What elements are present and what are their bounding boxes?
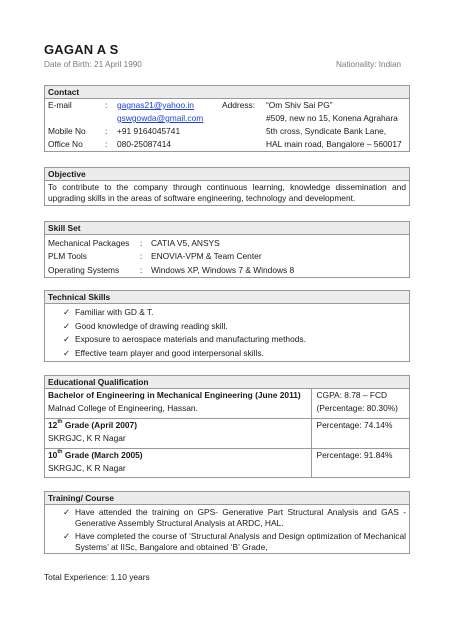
table-cell [311,419,409,449]
training-heading: Training/ Course [45,492,409,505]
table-row [45,389,409,419]
list-item [63,321,409,335]
table-cell [45,419,311,449]
list-item [63,348,409,362]
skill-colon: : [140,251,143,261]
list-item-text: Good knowledge of drawing reading skill. [75,320,228,331]
list-item [63,307,409,321]
date-of-birth: Date of Birth: 21 April 1990 [44,60,142,69]
nationality: Nationality: Indian [336,60,402,69]
email-label: E-mail [48,100,72,110]
degree-title: 10th Grade (March 2005) [48,449,143,460]
table-row [45,449,409,479]
score: Percentage: 91.84% [316,450,393,460]
contact-section [44,85,410,152]
address-line: #509, new no 15, Konena Agrahara [266,113,398,123]
education-section [44,375,410,478]
skill-label: Operating Systems [48,265,120,275]
list-item-text: Exposure to aerospace materials and manufacturing methods. [75,334,306,344]
address-line: “Om Shiv Sai PG” [266,100,333,110]
training-list [45,505,409,552]
email-link-1[interactable]: gagnas21@yahoo.in [117,100,194,110]
score: CGPA: 8.78 – FCD [316,390,388,400]
mobile-label: Mobile No [48,126,86,136]
list-item-text: Effective team player and good interpersonal skills. [75,347,264,358]
office-number: 080-25087414 [117,139,172,149]
training-section [44,491,410,554]
education-table [45,389,409,478]
institution: Malnad College of Engineering, Hassan. [48,403,198,413]
checkmark-icon: ✓ [63,507,71,517]
technical-skills-section [44,290,410,362]
checkmark-icon: ✓ [63,347,71,358]
checkmark-icon: ✓ [63,531,71,541]
email-link-2[interactable]: gswgowda@gmail.com [117,113,204,123]
skill-colon: : [140,238,143,248]
technical-skills-heading: Technical Skills [45,291,409,304]
skill-colon: : [140,265,143,275]
skill-label: Mechanical Packages [48,238,130,248]
table-cell [311,449,409,479]
list-item-text: Have completed the course of ‘Structural Analysis and Design optimization of Mechanical Systems’ at IISc, Bangalore and obtained ‘B’ Grade, [75,531,406,552]
objective-heading: Objective [45,168,409,181]
office-label: Office No [48,139,83,149]
list-item-text: Familiar with GD & T. [75,307,154,317]
education-heading: Educational Qualification [45,376,409,389]
mobile-number: +91 9164045741 [117,126,181,136]
list-item [63,507,406,528]
table-cell [311,389,409,419]
total-experience: Total Experience: 1.10 years [44,572,150,582]
list-item [63,334,409,348]
skill-label: PLM Tools [48,251,87,261]
address-line: HAL main road, Bangalore – 560017 [266,139,402,149]
table-cell [45,449,311,479]
objective-text: To contribute to the company through continuous learning, knowledge dissemination and upgrading skills in the areas of software engineering, technology and development. [48,182,406,203]
email-colon: : [105,100,108,110]
skill-value: CATIA V5, ANSYS [151,238,220,248]
mobile-colon: : [105,126,108,136]
checkmark-icon: ✓ [63,307,71,317]
score: Percentage: 74.14% [316,420,393,430]
skill-value: Windows XP, Windows 7 & Windows 8 [151,265,295,275]
list-item [63,531,406,552]
office-colon: : [105,139,108,149]
skill-value: ENOVIA-VPM & Team Center [151,251,262,261]
address-label: Address: [222,100,256,110]
technical-skills-list [45,304,409,361]
institution: SKRGJC, K R Nagar [48,463,126,473]
checkmark-icon: ✓ [63,334,71,344]
institution: SKRGJC, K R Nagar [48,433,126,443]
contact-heading: Contact [45,86,409,99]
degree-title: Bachelor of Engineering in Mechanical Engineering (June 2011) [48,390,301,400]
candidate-name: GAGAN A S [44,42,119,57]
list-item-text: Have attended the training on GPS- Generative Part Structural Analysis and GAS - Generative Assembly Structural Analysis at ARDC, HAL. [75,507,406,528]
degree-title: 12th Grade (April 2007) [48,419,138,430]
checkmark-icon: ✓ [63,320,71,331]
score-percentage: (Percentage: 80.30%) [316,403,398,413]
table-cell [45,389,311,419]
skill-set-heading: Skill Set [45,222,409,235]
objective-section [44,167,410,206]
address-line: 5th cross, Syndicate Bank Lane, [266,126,387,136]
skill-set-section [44,221,410,278]
table-row [45,419,409,449]
